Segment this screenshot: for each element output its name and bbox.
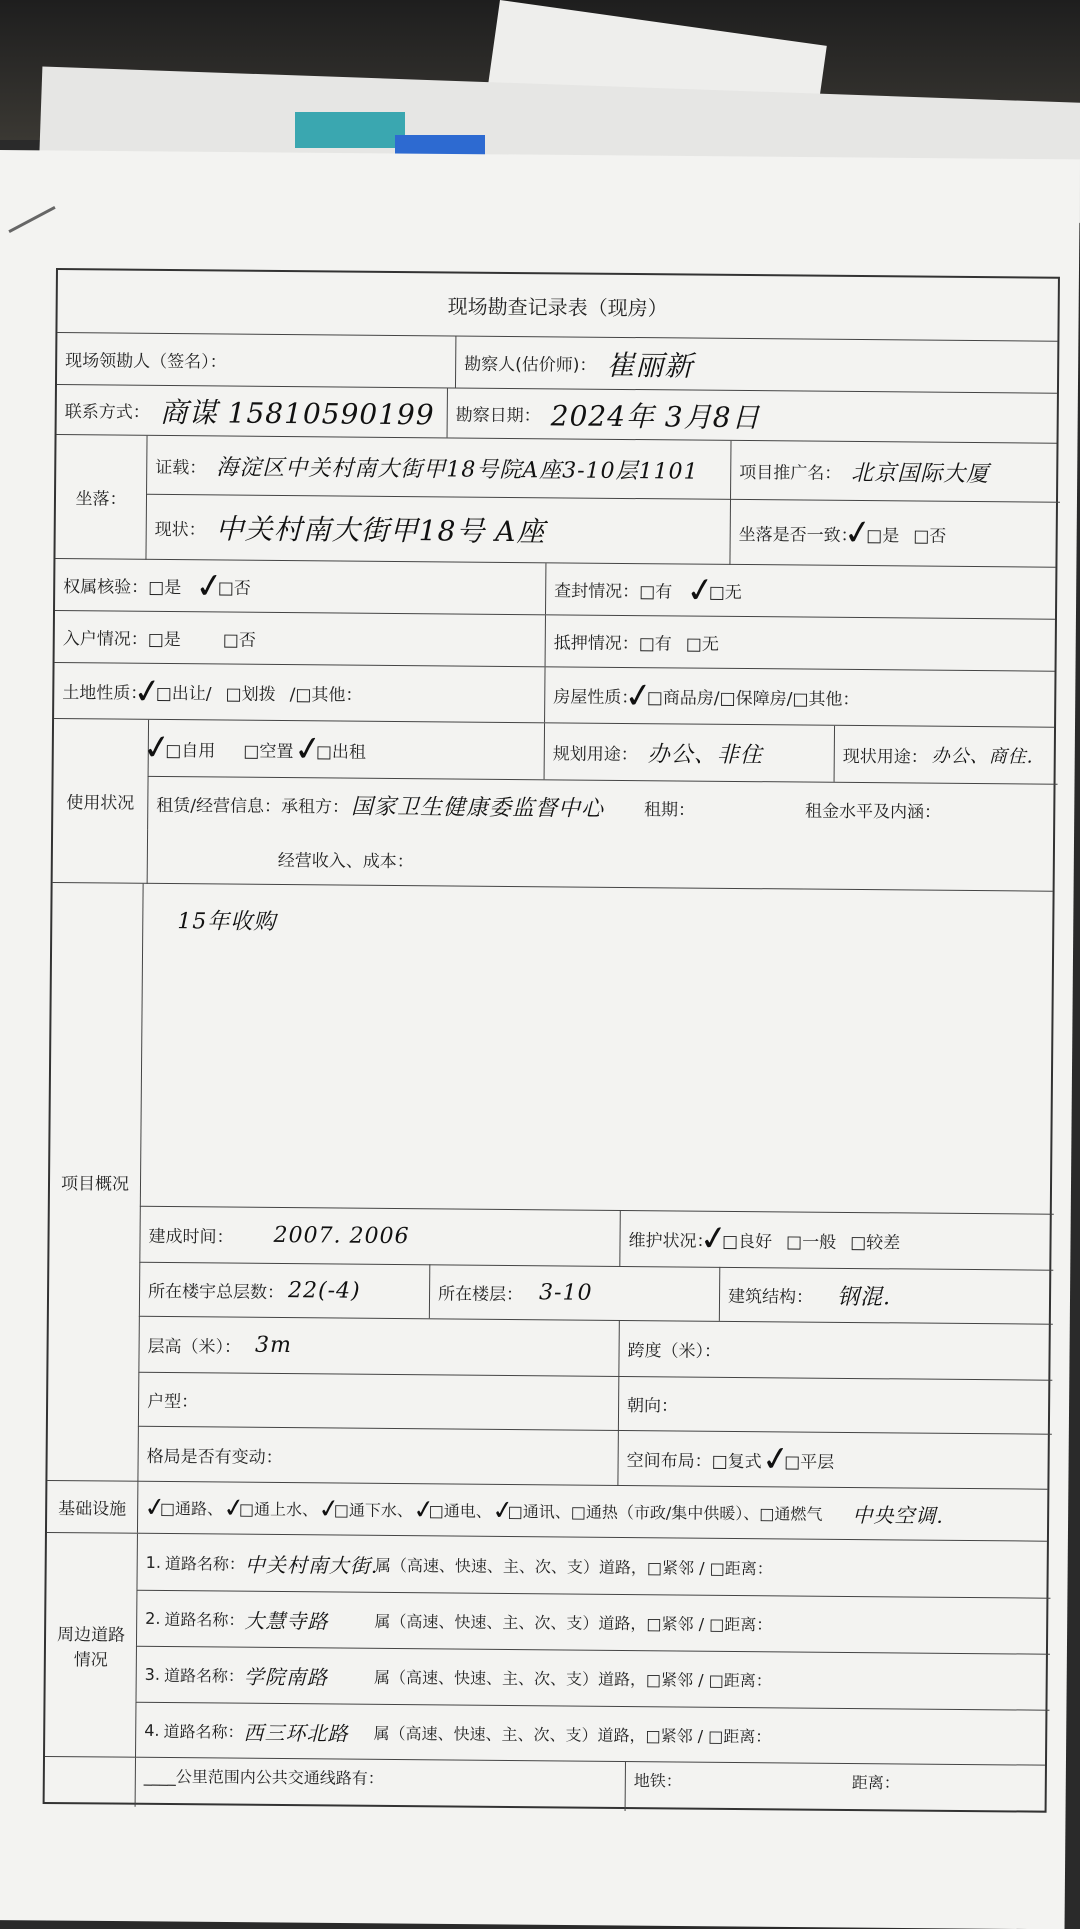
contact-field [57,385,447,437]
overview-note: 15年收购 [177,909,277,935]
transit-label: ____公里范围内公共交通线路有： [135,1758,625,1811]
land-field [54,663,544,722]
check-mark-icon: ✓ [316,1492,342,1526]
seal-field [545,563,1059,618]
maintenance-field [619,1210,1053,1270]
space-field [617,1430,1051,1490]
mortgage-field [545,615,1059,670]
check-mark-icon: ✓ [290,727,325,771]
lease-field [147,776,1057,838]
floor-value: 3-10 [538,1279,593,1306]
floors-value: 22(-4) [287,1277,361,1304]
check-mark-icon: ✓ [621,673,656,718]
road-label: 道路名称： [163,1665,245,1686]
check-mark-icon: ✓ [489,1494,516,1527]
survey-form [43,268,1060,1813]
current-use-field [834,726,1058,784]
cert-field [146,436,730,499]
road-attributes: 属（高速、快速、主、次、支）道路，□紧邻 / □距离： [373,1667,772,1690]
height-label: 层高（米）： [147,1336,242,1358]
floors-label: 所在楼宇总层数： [147,1281,285,1303]
project-name-value: 北京国际大厦 [851,460,990,487]
land-option-other: /□其他： [289,685,363,706]
road-number: 1. [145,1552,162,1572]
usage-section-label: 使用状况 [66,793,135,814]
maintenance-poor: □较差 [850,1232,901,1253]
road-row-4 [135,1702,1049,1766]
check-mark-icon: ✓ [759,1437,793,1482]
maintenance-label: 维护状况： [628,1230,714,1252]
land-option-allocation: □划拨 [225,684,276,705]
road-name: 中关村南大街. [244,1552,379,1578]
entry-label: 入户情况： [62,629,148,650]
maintenance-average: □一般 [786,1231,837,1253]
road-name: 大慧寺路 [244,1608,329,1633]
project-name-label: 项目推广名： [739,462,842,484]
structure-label: 建筑结构： [727,1286,814,1308]
ownership-no: □否 [217,578,251,599]
lease-label: 租赁/经营信息： [156,795,282,817]
change-label: 格局是否有变动： [137,1426,617,1486]
height-value: 3m [255,1332,293,1358]
metro-label: 地铁： [633,1771,682,1791]
floors-field [139,1262,429,1319]
road-row-1 [136,1534,1050,1598]
floor-label: 所在楼层： [437,1283,524,1305]
house-label: 房屋性质： [553,687,639,709]
seal-none: □无 [708,582,742,603]
lead-label: 现场领勘人（签名）： [65,351,227,373]
planned-use-label: 规划用途： [552,743,638,765]
seal-label: 查封情况： [554,581,640,603]
infra-power: □通电、 [428,1501,492,1521]
planned-use-field [544,723,834,782]
check-mark-icon: ✓ [411,1493,437,1527]
structure-value: 钢混. [836,1284,892,1310]
metro-field [625,1762,1049,1815]
surveyor-signature: 崔丽新 [606,348,694,383]
date-field [447,388,1061,442]
road-label: 道路名称： [164,1553,246,1574]
date-label: 勘察日期： [455,405,541,427]
consistent-no: □否 [913,525,947,547]
infra-note: 中央空调. [852,1502,944,1528]
check-mark-icon: ✓ [841,511,875,555]
infra-heating: □通热（市政/集中供暖）、 [570,1502,760,1524]
current-label: 现状： [154,519,206,540]
house-option-affordable: □保障房/ [719,688,793,710]
check-mark-icon: ✓ [130,669,165,714]
income-label: 经营收入、成本： [277,850,414,872]
mortgage-has: □有 [638,634,672,655]
consistent-field [729,499,1060,568]
infra-gas: □通燃气 [759,1504,823,1524]
orientation-label: 朝向： [618,1376,1052,1434]
space-duplex: □复式 [711,1451,762,1472]
contact-value: 商谋 15810590199 [159,395,435,431]
consistent-label: 坐落是否一致： [738,524,858,546]
overview-section-label: 项目概况 [60,1174,130,1195]
road-row-3 [135,1646,1049,1710]
built-label: 建成时间： [148,1226,234,1248]
teal-tab-marker [295,112,405,148]
lessee-label: 承租方： [280,796,350,818]
road-number: 3. [144,1664,161,1684]
road-attributes: 属（高速、快速、主、次、支）道路，□紧邻 / □距离： [373,1723,772,1746]
planned-use-value: 办公、非住 [647,741,763,768]
space-label: 空间布局： [626,1450,712,1472]
road-row-2 [136,1590,1050,1654]
mortgage-label: 抵押情况： [553,633,639,655]
current-value: 中关村南大街甲18号 A座 [215,512,546,549]
project-name-field [730,441,1060,502]
seal-has: □有 [639,582,673,603]
location-label: 坐落： [75,489,127,510]
surveyor-field [455,336,1061,392]
house-option-commercial: □商品房/ [646,688,720,709]
layout-label: 户型： [138,1372,618,1430]
road-label: 道路名称： [164,1609,245,1630]
overview-notes [140,884,1057,1214]
entry-yes: □是 [147,629,181,651]
entry-no: □否 [222,630,256,651]
structure-field [719,1267,1053,1324]
house-option-other: □其他： [792,689,860,711]
road-attributes: 属（高速、快速、主、次、支）道路，□紧邻 / □距离： [374,1555,773,1578]
road-label: 道路名称： [163,1721,244,1742]
form-title: 现场勘查记录表（现房） [447,293,668,320]
land-option-transfer: □出让/ [155,683,212,705]
check-mark-icon: ✓ [142,1491,168,1524]
ownership-label: 权属核验： [63,577,149,598]
road-name: 西三环北路 [243,1720,349,1746]
ownership-field [55,559,545,614]
road-number: 2. [145,1608,161,1628]
current-use-value: 办公、商住. [931,745,1034,768]
current-field [145,494,730,565]
transit-spacer [45,1757,135,1807]
check-mark-icon: ✓ [221,1491,247,1525]
term-label: 租期： [643,799,696,821]
house-field [544,667,1058,726]
infra-field [137,1482,1051,1541]
check-mark-icon: ✓ [192,564,227,608]
land-label: 土地性质： [62,683,148,704]
ownership-yes: □是 [148,577,182,599]
mortgage-none: □无 [685,634,719,655]
entry-field [55,611,545,666]
contact-label: 联系方式： [64,402,150,423]
road-number: 4. [144,1720,160,1740]
check-mark-icon: ✓ [697,1217,731,1261]
surveyor-label: 勘察人(估价师)： [464,354,597,376]
usage-option-self: □自用 [165,740,216,761]
consistent-yes: □是 [866,525,900,546]
usage-option-vacant: □空置 [243,741,294,762]
income-field [147,830,1057,892]
floor-field [429,1264,719,1321]
check-mark-icon: ✓ [683,568,718,612]
maintenance-good: □良好 [721,1231,773,1252]
rent-label: 租金水平及内涵： [804,801,942,823]
infra-road: □通路、 [159,1498,224,1519]
infra-water-in: □通上水、 [238,1499,319,1520]
built-value: 2007. 2006 [273,1222,410,1249]
road-attributes: 属（高速、快速、主、次、支）道路，□紧邻 / □距离： [374,1611,773,1634]
cert-value: 海淀区中关村南大街甲18号院A座3-10层1101 [216,454,699,485]
built-field [139,1206,619,1266]
infra-water-out: □通下水、 [333,1500,414,1521]
road-section-label: 周边道路情况 [56,1624,126,1671]
usage-options [140,720,544,779]
space-flat: □平层 [784,1451,835,1473]
road-name: 学院南路 [243,1664,329,1689]
distance-label: 距离： [851,1773,900,1793]
cert-label: 证载： [155,457,207,478]
check-mark-icon: ✓ [140,726,174,770]
lessee-value: 国家卫生健康委监督中心 [350,794,605,822]
height-field [138,1316,618,1376]
infra-section-label: 基础设施 [58,1499,127,1520]
infra-telecom: □通讯、 [507,1501,571,1522]
date-value: 2024年 3月8日 [550,398,761,434]
span-label: 跨度（米）： [618,1320,1052,1380]
usage-option-rent: □出租 [315,741,367,763]
current-use-label: 现状用途： [842,746,928,768]
